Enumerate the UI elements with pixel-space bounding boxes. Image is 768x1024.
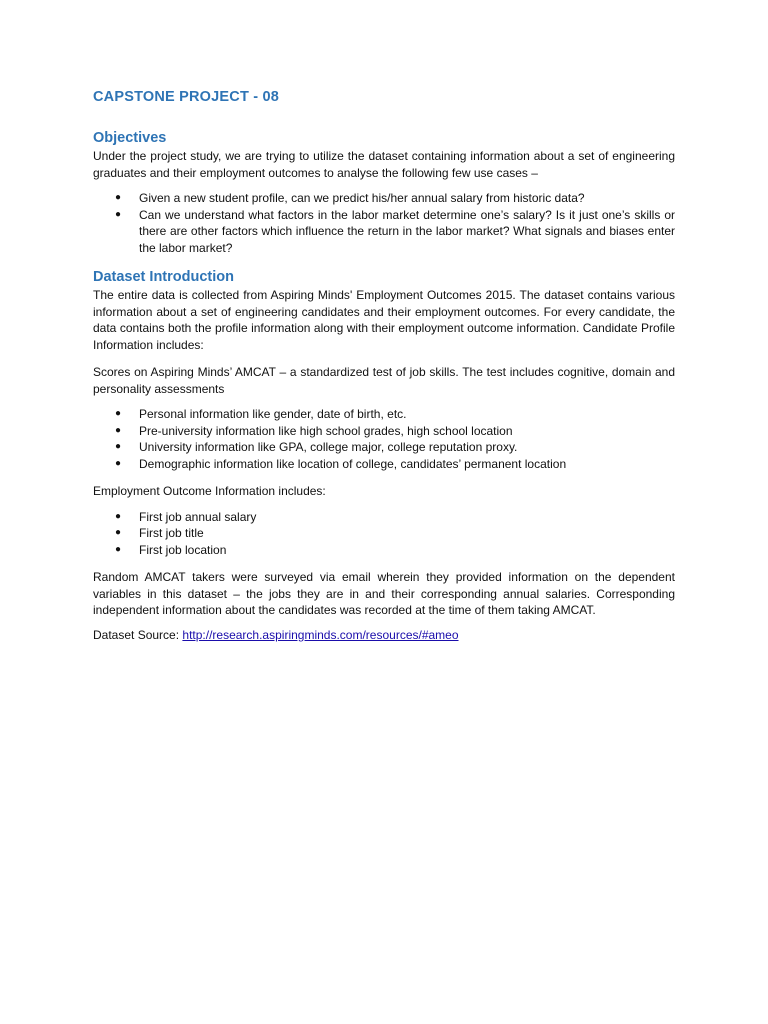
document-page [93,89,675,643]
survey-text: Random AMCAT takers were surveyed via email wherein they provided information on the dependent variables in this dataset – the jobs they are in and their corresponding annual salaries. Corresponding independent information about the candidates was recorded at the time of them taking AMCAT. [93,570,675,617]
dataset-source-label: Dataset Source: [93,627,183,642]
bullet-icon: ● [115,408,122,419]
dataset-intro: The entire data is collected from Aspiring Minds' Employment Outcomes 2015. The dataset contains various information about a set of engineering candidates and their employment outcomes. For every candidate, the data contains both the profile information along with their employment outcome information. Candidate Profile Information includes: [93,288,675,352]
objectives-list [93,190,675,256]
page-title: CAPSTONE PROJECT - 08 [93,89,280,105]
employment-outcome-label: Employment Outcome Information includes: [93,484,326,498]
list-item: ● First job title [115,526,204,540]
bullet-icon: ● [115,424,122,436]
dataset-source [93,627,675,644]
dataset-heading: Dataset Introduction [93,269,234,285]
objectives-intro: Under the project study, we are trying to utilize the dataset containing information about a set of engineering graduates and their employment outcomes to analyse the following few use cases – [93,149,675,180]
list-item: ● Can we understand what factors in the labor market determine one’s salary? Is it just one’s skills or there are other factors which influence the return in the labor market? What signals and biases enter the labor market? [115,207,675,255]
list-item: ● Personal information like gender, date of birth, etc. [115,407,407,421]
bullet-icon: ● [115,510,122,522]
bullet-icon: ● [115,192,122,203]
list-item: ● First job location [115,542,227,557]
dataset-source-link[interactable]: http://research.aspiringminds.com/resources/#ameo [182,627,459,642]
bullet-icon: ● [115,441,122,452]
list-item: ● Demographic information like location of college, candidates’ permanent location [115,456,567,471]
list-item: ● Given a new student profile, can we predict his/her annual salary from historic data? [115,191,585,205]
bullet-icon: ● [115,527,122,538]
bullet-icon: ● [115,457,122,469]
list-item: ● First job annual salary [115,509,257,524]
objectives-heading: Objectives [93,130,167,146]
bullet-icon: ● [115,543,122,555]
amcat-scores-text: Scores on Aspiring Minds’ AMCAT – a standardized test of job skills. The test includes cognitive, domain and personality assessments [93,365,675,396]
employment-info-list [93,509,675,559]
list-item: ● Pre-university information like high school grades, high school location [115,423,513,438]
bullet-icon: ● [115,208,122,220]
profile-info-list [93,406,675,472]
list-item: ● University information like GPA, college major, college reputation proxy. [115,440,518,454]
